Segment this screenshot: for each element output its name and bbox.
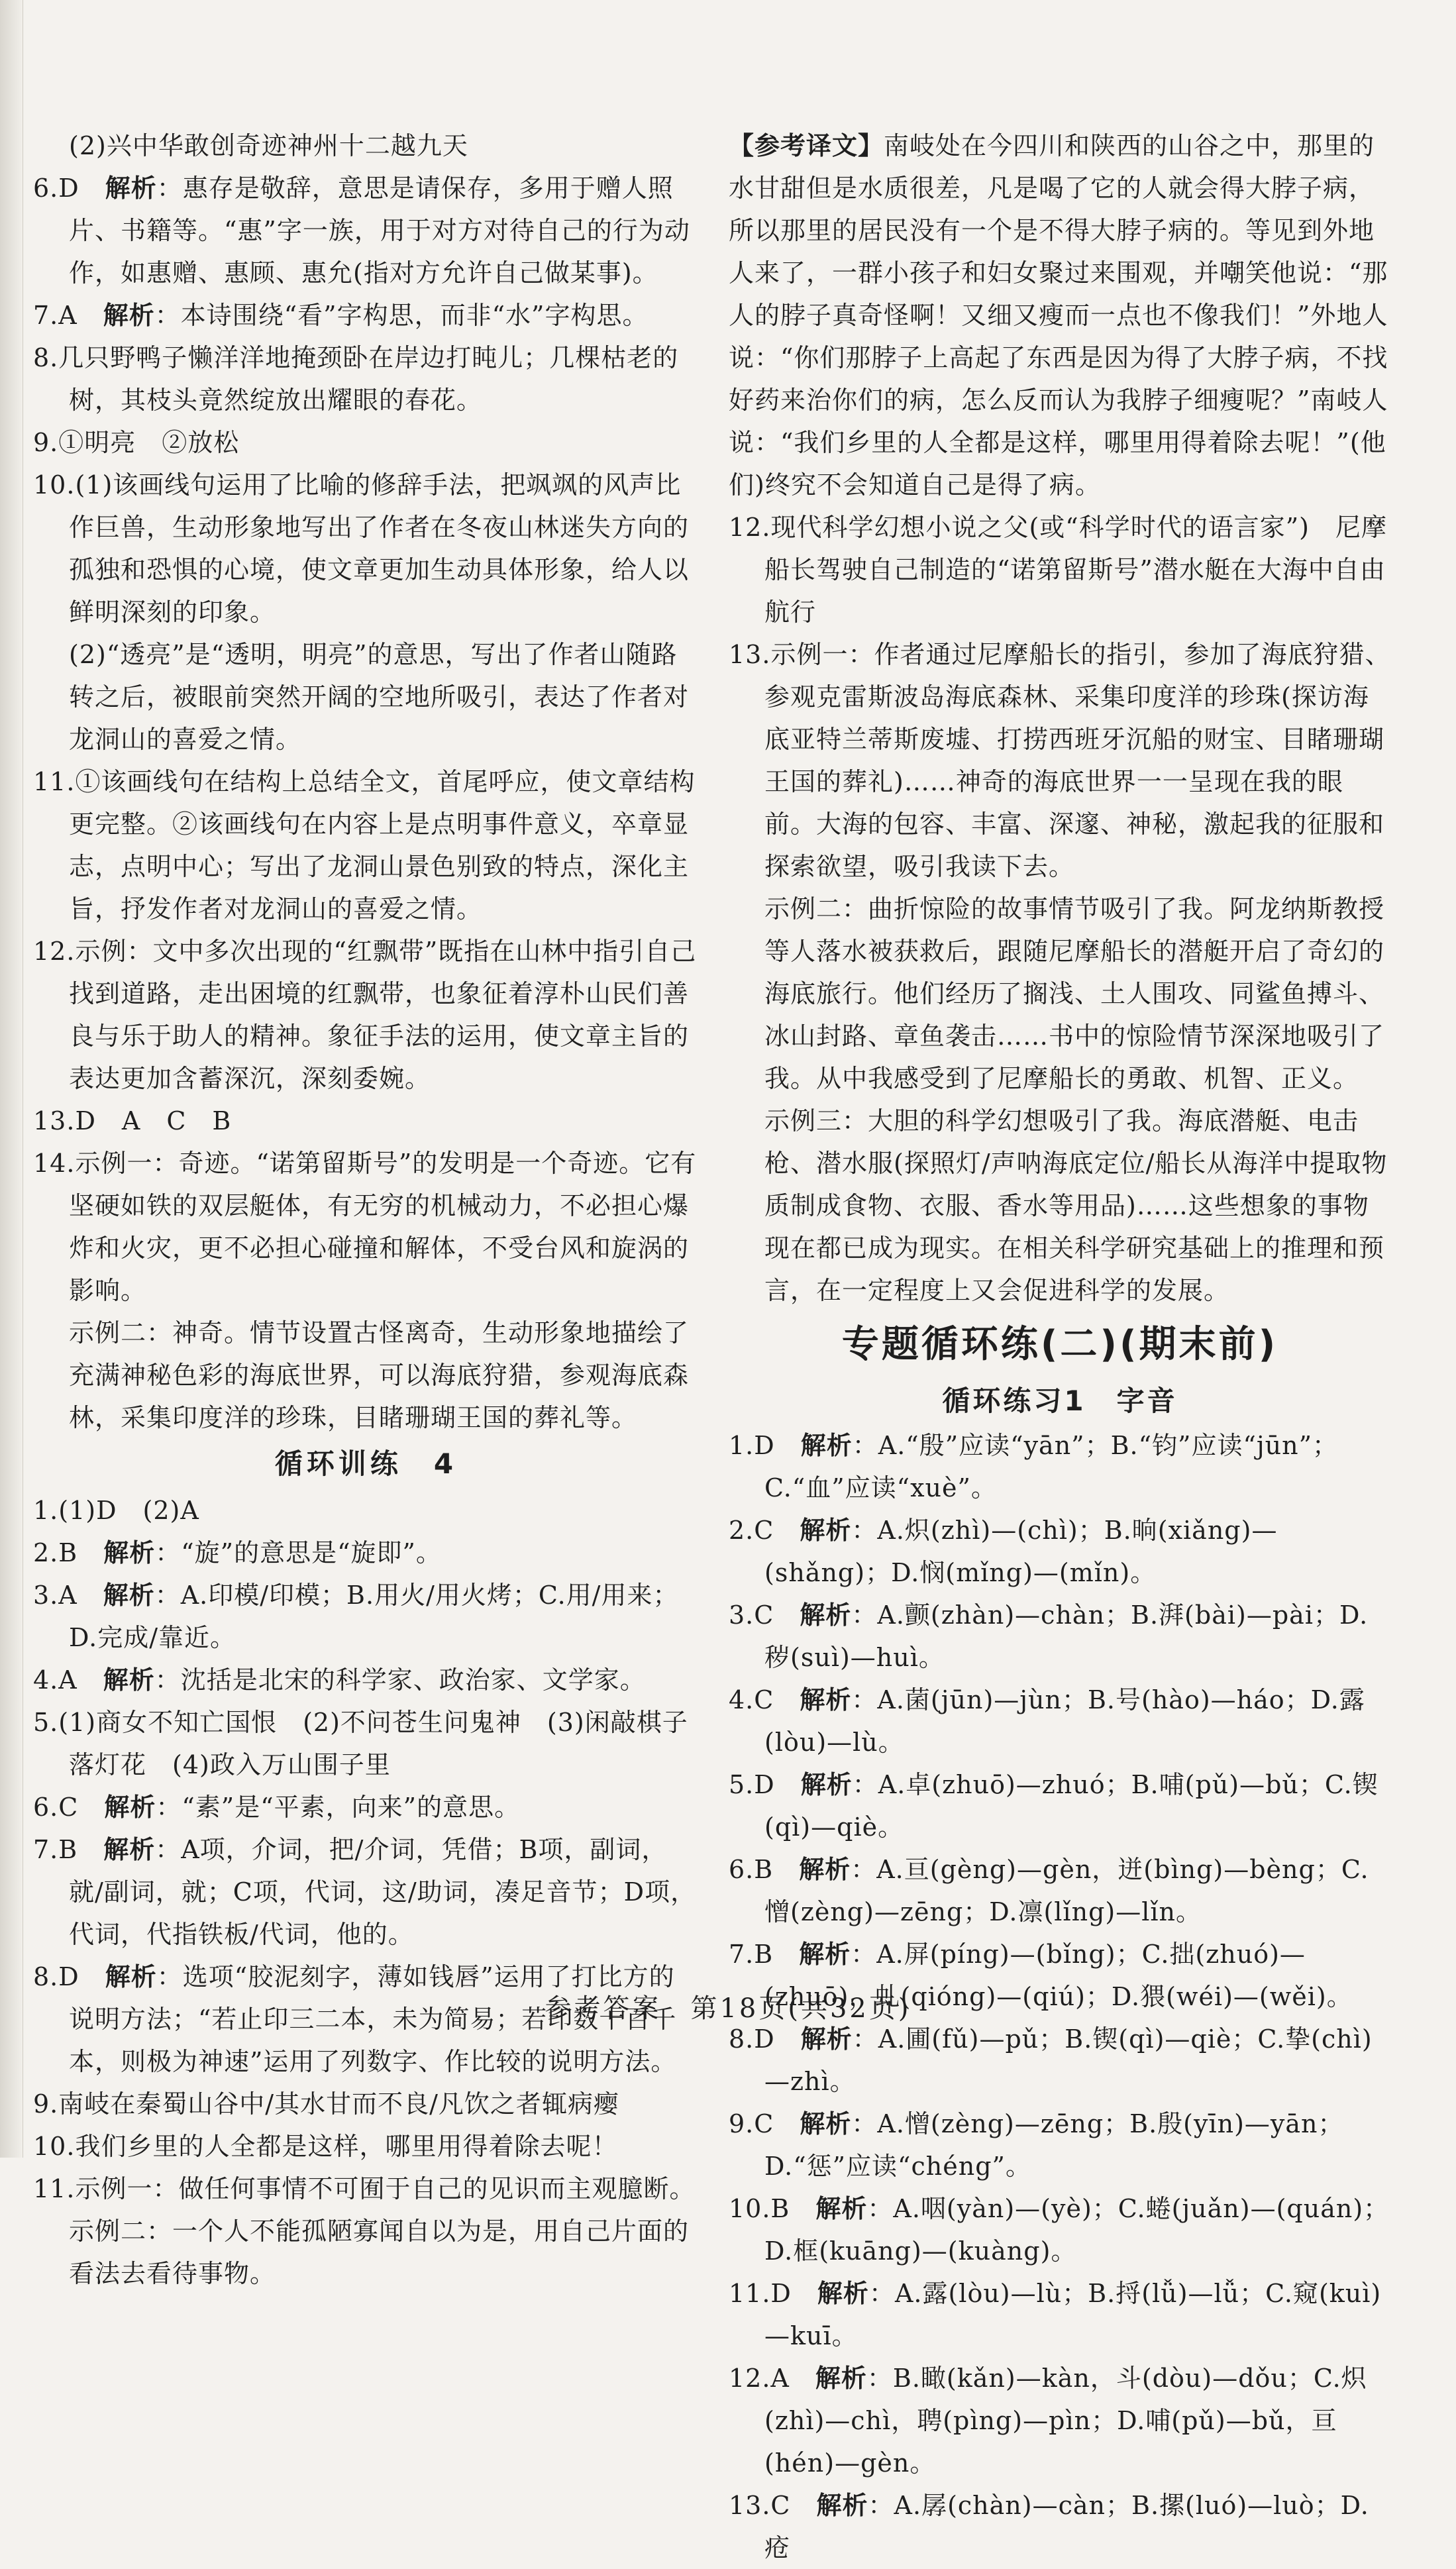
left-answer-item: 3.A 解析：A.印模/印模；B.用火/用火烤；C.用/用来；D.完成/靠近。 — [33, 1581, 679, 1652]
analysis-label: 解析 — [800, 2109, 852, 2138]
question-number: 6.C — [33, 1793, 79, 1822]
left-answer-item: 14.示例一：奇迹。“诺第留斯号”的发明是一个奇迹。它有坚硬如铁的双层艇体，有无穷的机械动力，不必担心爆炸和火灾，更不必担心碰撞和解体，不受台风和旋涡的影响。 — [33, 1149, 697, 1305]
topic-title: 专题循环练(二)(期末前) — [841, 1323, 1278, 1366]
question-number: 12. — [729, 513, 771, 542]
left-answer-item: 4.A 解析：沈括是北宋的科学家、政治家、文学家。 — [33, 1665, 646, 1695]
analysis-label: 解析 — [105, 174, 157, 203]
left-answer-item: 5.(1)商女不知亡国恨 (2)不问苍生问鬼神 (3)闲敲棋子落灯花 (4)政入万山围子里 — [33, 1708, 688, 1779]
analysis-label: 解析 — [103, 301, 155, 330]
question-number: 10.B — [729, 2194, 790, 2223]
question-number: 7.A — [33, 301, 78, 330]
reference-translation: 【参考译文】南岐处在今四川和陕西的山谷之中，那里的水甘甜但是水质很差，凡是喝了它的人就会得大脖子病，所以那里的居民没有一个是不得大脖子病的。等见到外地人来了，一群小孩子和妇女聚过来围观，并嘲笑他说：“那人的脖子真奇怪啊！又细又瘦而一点也不像我们！”外地人说：“你们那脖子上高起了东西是因为得了大脖子病，不找好药来治你们的病，怎么反而认为我脖子细瘦呢？”南岐人说：“我们乡里的人全都是这样，哪里用得着除去呢！”(他们)终究不会知道自己是得了病。 — [729, 131, 1388, 499]
question-number: 7.B — [729, 1940, 774, 1969]
left-column — [33, 125, 699, 2295]
left-answer-item: 6.C 解析：“素”是“平素，向来”的意思。 — [33, 1793, 521, 1822]
right-answer-item: 13.C 解析：A.孱(chàn)—càn；B.摞(luó)—luò；D.疮 — [729, 2491, 1369, 2562]
question-number: 3.C — [729, 1600, 774, 1630]
left-answer-item: 12.示例：文中多次出现的“红飘带”既指在山林中指引自己找到道路，走出困境的红飘带，也象征着淳朴山民们善良与乐于助人的精神。象征手法的运用，使文章主旨的表达更加含蓄深沉，深刻委婉。 — [33, 937, 697, 1093]
question-number: 13.C — [729, 2491, 791, 2520]
question-number: 9. — [33, 428, 59, 457]
question-number: 13. — [33, 1106, 76, 1135]
right-answer-item: 12.现代科学幻想小说之父(或“科学时代的语言家”) 尼摩船长驾驶自己制造的“诺第留斯号”潜水艇在大海中自由航行 — [729, 513, 1387, 627]
right-answer-item: 7.B 解析：A.屏(píng)—(bǐng)；C.拙(zhuó)—(zhuō)，虬(qióng)—(qiú)；D.猥(wéi)—(wěi)。 — [729, 1940, 1353, 2011]
question-number: 9. — [33, 2089, 59, 2119]
question-number: 8.D — [33, 1962, 79, 1991]
question-number: 1.D — [729, 1431, 775, 1460]
left-answer-item: 11.示例一：做任何事情不可囿于自己的见识而主观臆断。 — [33, 2174, 696, 2203]
right-answer-item: 13.示例一：作者通过尼摩船长的指引，参加了海底狩猎、参观克雷斯波岛海底森林、采集印度洋的珍珠(探访海底亚特兰蒂斯废墟、打捞西班牙沉船的财宝、目睹珊瑚王国的葬礼)……神奇的海底世界一一呈现在我的眼前。大海的包容、丰富、深邃、神秘，激起我的征服和探索欲望，吸引我读下去。 — [729, 640, 1391, 881]
answer-continuation: 示例三：大胆的科学幻想吸引了我。海底潜艇、电击枪、潜水服(探照灯/声呐海底定位/船长从海洋中提取物质制成食物、衣服、香水等用品)……这些想象的事物现在都已成为现实。在相关科学研究基础上的推理和预言，在一定程度上又会促进科学的发展。 — [764, 1106, 1388, 1305]
analysis-label: 解析 — [800, 1685, 852, 1714]
answer-continuation: 示例二：神奇。情节设置古怪离奇，生动形象地描绘了充满神秘色彩的海底世界，可以海底狩猎，参观海底森林，采集印度洋的珍珠，目睹珊瑚王国的葬礼等。 — [69, 1318, 690, 1432]
question-number: 14. — [33, 1149, 76, 1178]
question-number: 1. — [33, 1496, 59, 1525]
question-number: 4.C — [729, 1685, 774, 1714]
answer-continuation: 示例二：曲折惊险的故事情节吸引了我。阿龙纳斯教授等人落水被获救后，跟随尼摩船长的潜艇开启了奇幻的海底旅行。他们经历了搁浅、土人围攻、同鲨鱼搏斗、冰山封路、章鱼袭击……书中的惊险情节深深地吸引了我。从中我感受到了尼摩船长的勇敢、机智、正义。 — [764, 894, 1385, 1093]
question-number: 13. — [729, 640, 771, 669]
right-answer-item: 10.B 解析：A.咽(yàn)—(yè)；C.蜷(juǎn)—(quán)；D.框(kuāng)—(kuàng)。 — [729, 2194, 1390, 2266]
analysis-label: 解析 — [815, 2194, 868, 2223]
left-answer-item: 8.D 解析：选项“胶泥刻字，薄如钱唇”运用了打比方的说明方法；“若止印三二本，未为简易；若印数十百千本，则极为神速”运用了列数字、作比较的说明方法。 — [33, 1962, 677, 2076]
right-answer-item: 1.D 解析：A.“殷”应读“yān”；B.“钧”应读“jūn”；C.“血”应读“xuè”。 — [729, 1431, 1339, 1502]
analysis-label: 解析 — [800, 1770, 853, 1799]
left-answer-item: 10.我们乡里的人全都是这样，哪里用得着除去呢！ — [33, 2132, 618, 2161]
question-number: 12.A — [729, 2364, 790, 2393]
question-number: 6.B — [729, 1855, 774, 1884]
left-answer-item: 7.A 解析：本诗围绕“看”字构思，而非“水”字构思。 — [33, 301, 649, 330]
right-answer-item: 3.C 解析：A.颤(zhàn)—chàn；B.湃(bài)—pài；D.秽(suì)—huì。 — [729, 1600, 1369, 1672]
answer-continuation: (2)“透亮”是“透明，明亮”的意思，写出了作者山随路转之后，被眼前突然开阔的空地所吸引，表达了作者对龙洞山的喜爱之情。 — [69, 640, 690, 754]
question-number: 2.C — [729, 1516, 774, 1545]
left-answer-item: 8.几只野鸭子懒洋洋地掩颈卧在岸边打盹儿；几棵枯老的树，其枝头竟然绽放出耀眼的春花。 — [33, 343, 679, 415]
section-heading: 循环训练 4 — [274, 1447, 458, 1480]
left-answer-item: 13.D A C B — [33, 1106, 232, 1135]
question-number: 2.B — [33, 1538, 78, 1567]
analysis-label: 解析 — [800, 1516, 852, 1545]
analysis-label: 解析 — [816, 2491, 868, 2520]
question-number: 4.A — [33, 1665, 78, 1695]
right-answer-item: 9.C 解析：A.憎(zèng)—zēng；B.殷(yīn)—yān；D.“惩”应读“chéng”。 — [729, 2109, 1344, 2181]
analysis-label: 解析 — [103, 1665, 155, 1695]
right-column — [729, 125, 1391, 2569]
binding-edge — [0, 0, 23, 2158]
answer-continuation: (2)兴中华敢创奇迹神州十二越九天 — [69, 131, 468, 160]
right-answer-item: 4.C 解析：A.菌(jūn)—jùn；B.号(hào)—háo；D.露(lòu)—lù。 — [729, 1685, 1365, 1757]
left-answer-item: 9.①明亮 ②放松 — [33, 428, 240, 457]
left-answer-item: 1.(1)D (2)A — [33, 1496, 199, 1525]
right-answer-item: 6.B 解析：A.亘(gèng)—gèn，迸(bìng)—bèng；C.憎(zèng)—zēng；D.凛(lǐng)—lǐn。 — [729, 1855, 1369, 1926]
analysis-label: 解析 — [800, 1431, 853, 1460]
analysis-label: 解析 — [799, 1855, 851, 1884]
right-answer-item: 5.D 解析：A.卓(zhuō)—zhuó；B.哺(pǔ)—bǔ；C.锲(qì)—qiè。 — [729, 1770, 1378, 1842]
right-answer-item: 2.C 解析：A.炽(zhì)—(chì)；B.晌(xiǎng)—(shǎng)；D.悯(mǐng)—(mǐn)。 — [729, 1516, 1278, 1587]
right-answer-item: 11.D 解析：A.露(lòu)—lù；B.捋(lǚ)—lǚ；C.窥(kuì)—kuī。 — [729, 2279, 1382, 2350]
subsection-heading: 循环练习1 字音 — [942, 1385, 1178, 1417]
analysis-label: 解析 — [103, 1581, 155, 1610]
analysis-label: 解析 — [817, 2279, 869, 2308]
left-answer-item: 9.南岐在秦蜀山谷中/其水甘而不良/凡饮之者辄病瘿 — [33, 2089, 619, 2119]
left-answer-item: 6.D 解析：惠存是敬辞，意思是请保存，多用于赠人照片、书籍等。“惠”字一族，用于对方对待自己的行为动作，如惠赠、惠顾、惠允(指对方允许自己做某事)。 — [33, 174, 690, 288]
answer-continuation: 示例二：一个人不能孤陋寡闻自以为是，用自己片面的看法去看待事物。 — [69, 2217, 690, 2288]
question-number: 11. — [33, 2174, 76, 2203]
question-number: 7.B — [33, 1835, 78, 1864]
translation-label: 【参考译文】 — [729, 131, 884, 160]
left-answer-item: 2.B 解析：“旋”的意思是“旋即”。 — [33, 1538, 442, 1567]
question-number: 8.D — [729, 2024, 775, 2054]
right-answer-item: 12.A 解析：B.瞰(kǎn)—kàn，斗(dòu)—dǒu；C.炽(zhì)—chì，聘(pìng)—pìn；D.哺(pǔ)—bǔ，亘(hén)—gèn。 — [729, 2364, 1367, 2478]
analysis-label: 解析 — [105, 1962, 157, 1991]
analysis-label: 解析 — [799, 1940, 851, 1969]
question-number: 12. — [33, 937, 76, 966]
question-number: 3.A — [33, 1581, 78, 1610]
analysis-label: 解析 — [800, 1600, 852, 1630]
left-answer-item: 10.(1)该画线句运用了比喻的修辞手法，把飒飒的风声比作巨兽，生动形象地写出了作者在冬夜山林迷失方向的孤独和恐惧的心境，使文章更加生动具体形象，给人以鲜明深刻的印象。 — [33, 470, 690, 627]
left-answer-item: 7.B 解析：A项，介词，把/介词，凭借；B项，副词，就/副词，就；C项，代词，这/助词，凑足音节；D项，代词，代指铁板/代词，他的。 — [33, 1835, 697, 1949]
analysis-label: 解析 — [104, 1793, 156, 1822]
question-number: 5. — [33, 1708, 59, 1737]
question-number: 11. — [33, 767, 76, 796]
analysis-label: 解析 — [103, 1538, 156, 1567]
question-number: 5.D — [729, 1770, 775, 1799]
page-footer: 参考答案 第18页(共32页) — [545, 1993, 911, 2024]
question-number: 6.D — [33, 174, 79, 203]
question-number: 9.C — [729, 2109, 774, 2138]
left-answer-item: 11.①该画线句在结构上总结全文，首尾呼应，使文章结构更完整。②该画线句在内容上是点明事件意义，卒章显志，点明中心；写出了龙洞山景色别致的特点，深化主旨，抒发作者对龙洞山的喜爱之情。 — [33, 767, 696, 923]
question-number: 10. — [33, 470, 76, 499]
analysis-label: 解析 — [815, 2364, 867, 2393]
question-number: 10. — [33, 2132, 76, 2161]
analysis-label: 解析 — [103, 1835, 156, 1864]
question-number: 11.D — [729, 2279, 792, 2308]
question-number: 8. — [33, 343, 59, 372]
right-answer-item: 8.D 解析：A.圃(fǔ)—pǔ；B.锲(qì)—qiè；C.挚(chì)—zhì。 — [729, 2024, 1373, 2096]
analysis-label: 解析 — [800, 2024, 853, 2054]
